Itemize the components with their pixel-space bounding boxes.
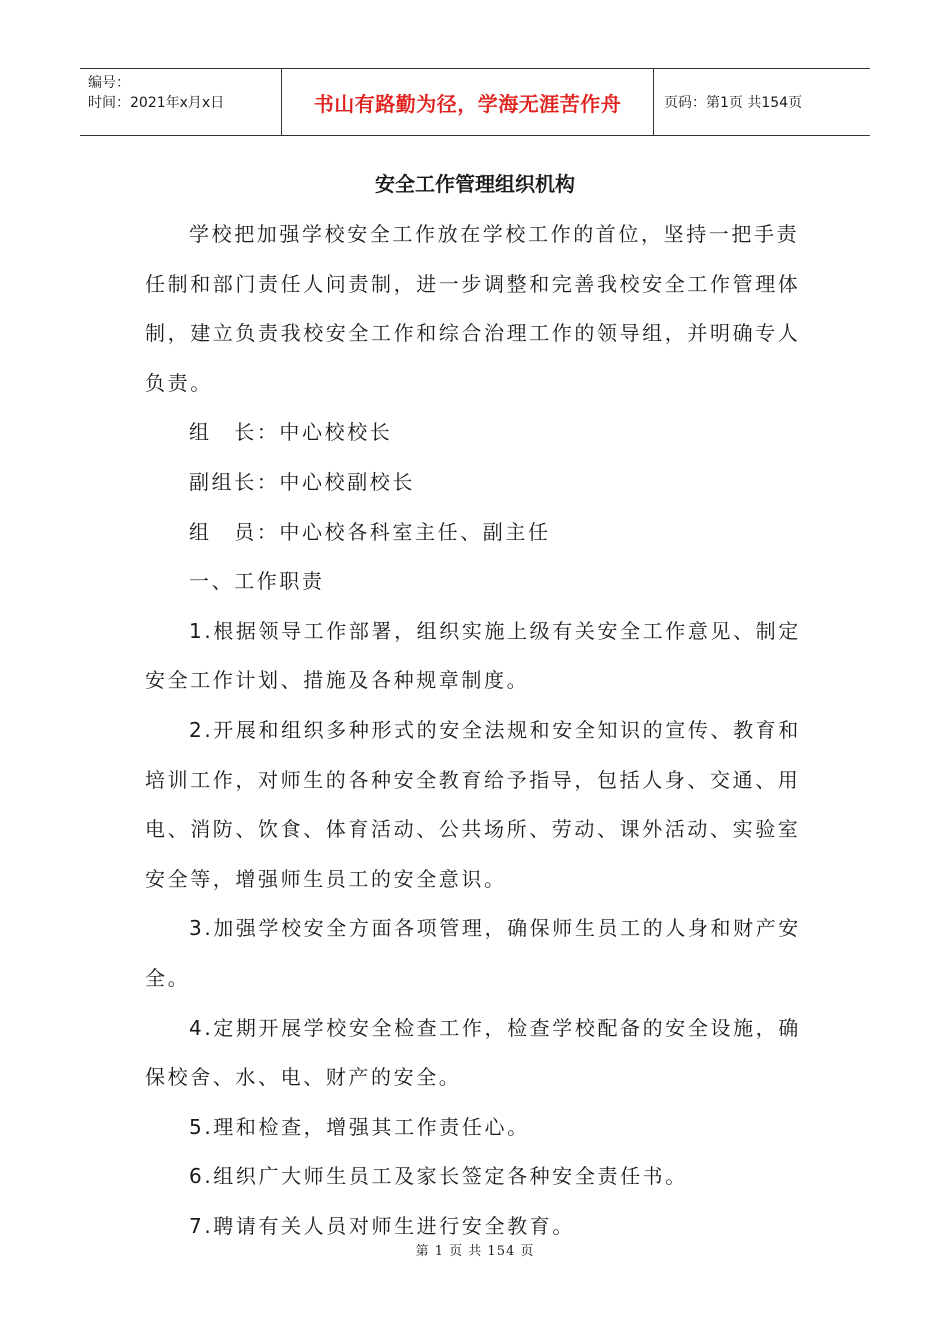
header-left-cell xyxy=(80,69,282,135)
header-table xyxy=(80,68,870,136)
date-label: 时间：2021年x月x日 xyxy=(88,95,225,111)
number-label: 编号： xyxy=(88,75,130,91)
header-motto: 书山有路勤为径，学海无涯苦作舟 xyxy=(282,69,654,135)
duty-item-2: 2.开展和组织多种形式的安全法规和安全知识的宣传、教育和培训工作，对师生的各种安全教育给予指导，包括人身、交通、用电、消防、饮食、体育活动、公共场所、劳动、课外活动、实验室安全等，增强师生员工的安全意识。 xyxy=(145,717,801,891)
page-footer: 第 1 页 共 154 页 xyxy=(415,1244,535,1259)
duty-item-1: 1.根据领导工作部署，组织实施上级有关安全工作意见、制定安全工作计划、措施及各种规章制度。 xyxy=(145,618,801,693)
section-heading: 一、工作职责 xyxy=(189,569,325,594)
document-body xyxy=(145,210,805,1251)
leader-line: 组 长：中心校校长 xyxy=(189,420,393,445)
header-page-info: 页码：第1页 共154页 xyxy=(664,95,803,111)
members-line: 组 员：中心校各科室主任、副主任 xyxy=(189,519,551,544)
vice-leader-line: 副组长：中心校副校长 xyxy=(189,469,415,494)
intro-paragraph: 学校把加强学校安全工作放在学校工作的首位，坚持一把手责任制和部门责任人问责制，进一步调整和完善我校安全工作管理体制，建立负责我校安全工作和综合治理工作的领导组，并明确专人负责。 xyxy=(145,222,801,395)
document-title: 安全工作管理组织机构 xyxy=(375,172,575,196)
duty-item-7: 7.聘请有关人员对师生进行安全教育。 xyxy=(189,1213,575,1238)
duty-item-3: 3.加强学校安全方面各项管理，确保师生员工的人身和财产安全。 xyxy=(145,916,801,990)
duty-item-5: 5.理和检查，增强其工作责任心。 xyxy=(189,1114,530,1139)
duty-item-4: 4.定期开展学校安全检查工作，检查学校配备的安全设施，确保校舍、水、电、财产的安全。 xyxy=(145,1015,801,1090)
duty-item-6: 6.组织广大师生员工及家长签定各种安全责任书。 xyxy=(189,1164,688,1189)
